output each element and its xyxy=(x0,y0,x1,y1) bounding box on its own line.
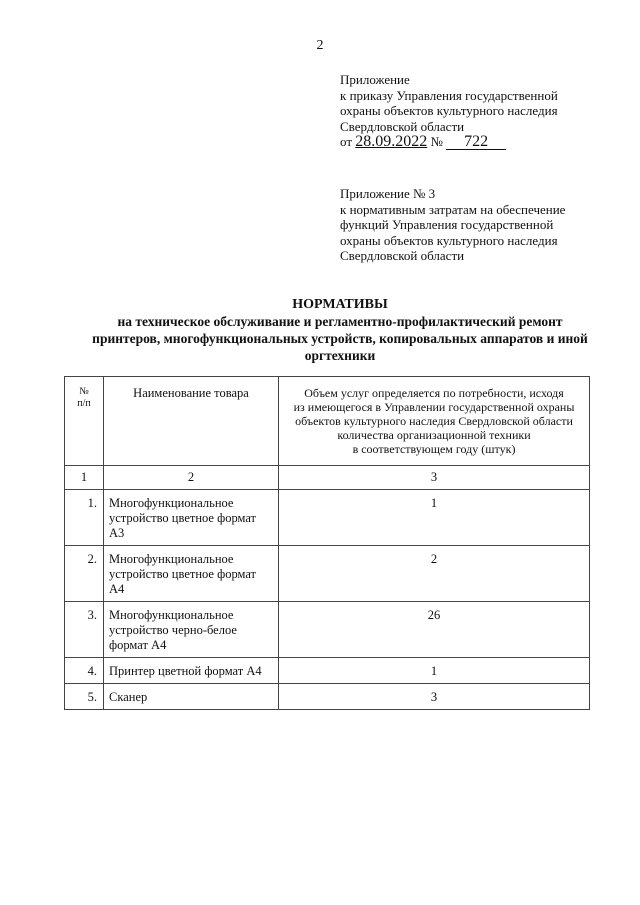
document-subtitle-line: принтеров, многофункциональных устройств, копировальных аппаратов и иной xyxy=(92,331,588,346)
product-quantity: 1 xyxy=(279,490,590,546)
document-heading xyxy=(50,296,630,364)
header-volume-line: в соответствующем году (штук) xyxy=(352,442,516,456)
table-row xyxy=(65,684,590,710)
header-volume-line: объектов культурного наследия Свердловской области xyxy=(295,414,573,428)
order-annex-line: Приложение xyxy=(340,72,410,87)
header-volume-line: из имеющегося в Управлении государственной охраны xyxy=(293,400,575,414)
document-subtitle-line: оргтехники xyxy=(304,348,376,363)
header-number-symbol: № xyxy=(79,386,89,397)
product-quantity: 1 xyxy=(279,658,590,684)
header-number xyxy=(65,377,104,466)
annex-3-line: Приложение № 3 xyxy=(340,186,436,201)
norms-table xyxy=(64,376,590,710)
row-number: 1. xyxy=(65,490,104,546)
row-number: 4. xyxy=(65,658,104,684)
annex-3-block xyxy=(340,186,610,264)
order-annex-line: охраны объектов культурного наследия xyxy=(340,103,558,118)
product-name: Принтер цветной формат А4 xyxy=(104,658,279,684)
product-name: Сканер xyxy=(104,684,279,710)
header-product-name: Наименование товара xyxy=(104,377,279,466)
document-subtitle-line: на техническое обслуживание и регламентно-профилактический ремонт xyxy=(117,314,563,329)
row-number: 5. xyxy=(65,684,104,710)
annex-3-line: к нормативным затратам на обеспечение xyxy=(340,201,566,217)
date-prefix: от xyxy=(340,134,353,149)
table-row xyxy=(65,658,590,684)
order-annex-block xyxy=(340,72,600,150)
order-date-line xyxy=(340,134,600,150)
annex-3-line: функций Управления государственной xyxy=(340,217,554,232)
order-annex-line: Свердловской области xyxy=(340,118,465,134)
header-number-abbr: п/п xyxy=(77,398,91,409)
product-name: Многофункциональное устройство цветное формат А4 xyxy=(104,546,279,602)
table-row xyxy=(65,602,590,658)
column-index: 1 xyxy=(65,466,104,490)
page-number: 2 xyxy=(316,38,324,53)
product-quantity: 2 xyxy=(279,546,590,602)
annex-3-line: охраны объектов культурного наследия xyxy=(340,232,558,248)
header-volume-line: количества организационной техники xyxy=(337,428,531,442)
header-volume-line: Объем услуг определяется по потребности, исходя xyxy=(304,386,564,400)
column-index: 2 xyxy=(104,466,279,490)
table-row xyxy=(65,546,590,602)
annex-3-line: Свердловской области xyxy=(340,248,465,263)
table-row xyxy=(65,490,590,546)
number-prefix: № xyxy=(430,134,443,149)
order-annex-line: к приказу Управления государственной xyxy=(340,87,558,103)
product-name: Многофункциональное устройство черно-белое формат А4 xyxy=(104,602,279,658)
table-header-row xyxy=(65,377,590,466)
product-quantity: 26 xyxy=(279,602,590,658)
column-index-row xyxy=(65,466,590,490)
row-number: 3. xyxy=(65,602,104,658)
row-number: 2. xyxy=(65,546,104,602)
column-index: 3 xyxy=(279,466,590,490)
header-volume xyxy=(279,377,590,466)
document-title: НОРМАТИВЫ xyxy=(292,297,388,312)
product-quantity: 3 xyxy=(279,684,590,710)
order-number: 722 xyxy=(446,134,506,150)
product-name: Многофункциональное устройство цветное формат А3 xyxy=(104,490,279,546)
order-date: 28.09.2022 xyxy=(355,133,428,150)
